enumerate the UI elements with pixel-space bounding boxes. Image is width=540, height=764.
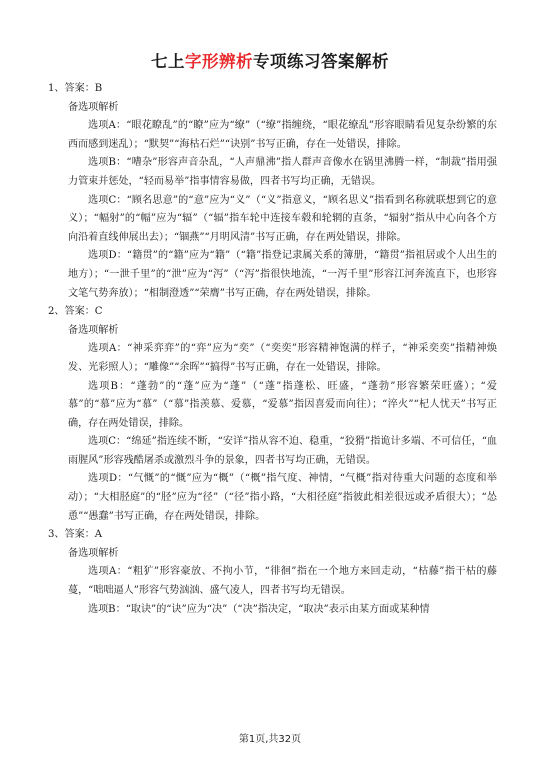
answer-content <box>48 80 497 619</box>
title-suffix: 专项练习答案解析 <box>253 52 389 71</box>
page-title <box>0 48 540 72</box>
section-heading: 备选项解析 <box>68 547 119 559</box>
option-explanation: 选项B：“嘈杂”形容声音杂乱，“人声鼎沸”指人群声音像水在锅里沸腾一样，“制裁”指用强力管束并惩处，“轻而易举”指事情容易做，四者书写均正确，无错误。 <box>68 157 497 187</box>
option-explanation: 选项C：“绵延”指连续不断，“安详”指从容不迫、稳重，“狡猾”指诡计多端、不可信任，“血雨腥风”形容残酷屠杀或激烈斗争的景象，四者书写均正确，无错误。 <box>68 436 497 466</box>
title-prefix: 七上 <box>151 52 185 71</box>
section-heading: 备选项解析 <box>68 101 119 113</box>
answer-line: 1、答案：B <box>48 83 103 94</box>
option-explanation: 选项D：“籍贯”的“籍”应为“籍”（“籍”指登记隶属关系的簿册，“籍贯”指祖居或个人出生的地方）；“一泄千里”的“泄”应为“泻”（“泻”指很快地流，“一泻千里”形容江河奔流直下，也形容文笔气势奔放）；“相制澄透”“荣膺”书写正确，存在两处错误，排除。 <box>68 250 497 299</box>
option-explanation: 选项A：“神采弈弈”的“弈”应为“奕”（“奕奕”形容精神饱满的样子，“神采奕奕”指精神焕发、光彩照人）；“雕像”“余晖”“搞得”书写正确，存在一处错误，排除。 <box>68 343 497 373</box>
answer-line: 3、答案：A <box>48 529 103 541</box>
option-explanation: 选项D：“气慨”的“慨”应为“概”（“概”指气度、神情，“气概”指对待重大问题的态度和举动）；“大相胫庭”的“胫”应为“径”（“径”指小路，“大相径庭”指彼此相差很远或矛盾很大）；“怂恿”“愚蠢”书写正确，存在两处错误，排除。 <box>68 473 497 522</box>
option-explanation: 选项B：“蓬勃”的“蓬”应为“蓬”（“蓬”指蓬松、旺盛，“蓬勃”形容繁荣旺盛）；“爱慕”的“慕”应为“慕”（“慕”指羡慕、爱慕，“爱慕”指因喜爱而向往）；“淬火”“杞人忧天”书写正确，存在两处错误，排除。 <box>68 380 497 429</box>
option-explanation: 选项A：“粗犷”形容豪放、不拘小节，“徘徊”指在一个地方来回走动，“枯藤”指干枯的藤蔓，“咄咄逼人”形容气势汹汹、盛气凌人，四者书写均无错误。 <box>68 566 497 597</box>
option-explanation: 选项B：“取诀”的“诀”应为“决”（“决”指决定，“取决”表示由某方面或某种情 <box>88 603 430 615</box>
option-explanation: 选项A：“眼花瞭乱”的“瞭”应为“缭”（“缭”指缠绕，“眼花缭乱”形容眼睛看见复杂纷繁的东西而感到迷乱）；“默契”“海枯石烂”“诀别”书写正确，存在一处错误，排除。 <box>68 120 497 150</box>
answer-line: 2、答案：C <box>48 306 103 318</box>
title-highlight: 字形辨析 <box>185 52 253 71</box>
section-heading: 备选项解析 <box>68 324 119 336</box>
page-number: 第1页,共32页 <box>238 734 302 745</box>
option-explanation: 选项C：“顾名思意”的“意”应为“义”（“义”指意义，“顾名思义”指看到名称就联想到它的意义）；“幅射”的“幅”应为“辐”（“辐”指车轮中连接车毂和轮辋的直条，“辐射”指从中心向各个方向沿着直线伸展出去）；“锢燕”“月明风清”书写正确，存在两处错误，排除。 <box>68 194 497 243</box>
